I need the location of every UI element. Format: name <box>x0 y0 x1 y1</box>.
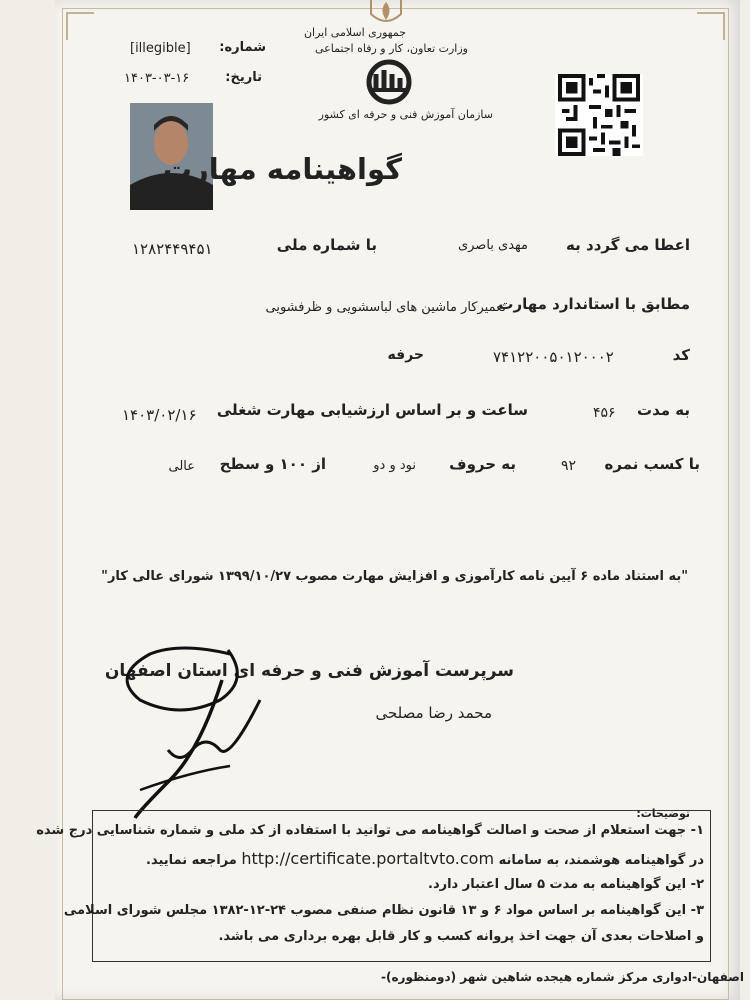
footer-center: اصفهان-ادواری مرکز شماره هیجده شاهین شهر (دومنظوره)- <box>381 970 744 984</box>
letters-value: نود و دو <box>373 458 416 473</box>
note-line-1: ۱- جهت استعلام از صحت و اصالت گواهینامه می توانید با استفاده از کد ملی و شماره شناسایی درج شده <box>36 823 704 838</box>
frame-corner-ornament <box>697 12 725 40</box>
notes-heading: توضیحات: <box>636 807 690 820</box>
note-line-4: ۳- این گواهینامه بر اساس مواد ۶ و ۱۳ قانون نظام صنفی مصوب ۲۴-۱۲-۱۳۸۲ مجلس شورای اسلامی <box>63 903 704 918</box>
awarded-label: اعطا می گردد به <box>566 236 690 254</box>
legal-basis: "به استناد ماده ۶ آیین نامه کارآموزی و افزایش مهارت مصوب ۱۳۹۹/۱۰/۲۷ شورای عالی کار" <box>101 569 688 584</box>
duration-label: به مدت <box>637 401 690 419</box>
code-value: ۷۴۱۲۲۰۰۵۰۱۲۰۰۰۲ <box>493 348 614 366</box>
frame-corner-ornament <box>66 12 94 40</box>
note-line-5: و اصلاحات بعدی آن جهت اخذ پروانه کسب و کار قابل بهره برداری می باشد. <box>218 929 704 944</box>
country-name: جمهوری اسلامی ایران <box>303 26 406 39</box>
letters-label: به حروف <box>449 455 516 473</box>
number-value: [illegible] <box>130 41 191 56</box>
number-label: شماره: <box>219 40 266 55</box>
hours-label: ساعت و بر اساس ارزشیابی مهارت شغلی <box>216 401 528 419</box>
verification-url: http://certificate.portaltvto.com <box>241 849 495 868</box>
national-id-value: ۱۲۸۲۴۴۹۴۵۱ <box>132 240 213 258</box>
signatory-name: محمد رضا مصلحی <box>375 704 492 722</box>
standard-label: مطابق با استاندارد مهارت <box>498 295 690 313</box>
date-label: تاریخ: <box>225 70 262 85</box>
code-label: کد <box>672 346 690 364</box>
iran-emblem-icon <box>363 0 409 28</box>
national-id-label: با شماره ملی <box>276 236 377 254</box>
note-line-2: در گواهینامه هوشمند، به سامانه http://certificate.portaltvto.com مراجعه نمایید. <box>146 849 704 868</box>
notes-box <box>36 810 711 962</box>
certificate-title: گواهینامه مهارت <box>162 152 402 186</box>
score-label: با کسب نمره <box>604 455 700 473</box>
date-value: ۱۴۰۳-۰۳-۱۶ <box>124 71 190 86</box>
signatory-title: سرپرست آموزش فنی و حرفه ای استان اصفهان <box>104 661 514 681</box>
awarded-name: مهدی باصری <box>457 238 528 253</box>
duration-value: ۴۵۶ <box>593 405 616 421</box>
level-value: عالی <box>168 459 195 474</box>
organization-name: سازمان آموزش فنی و حرفه ای کشور <box>318 108 493 121</box>
profession-label: حرفه <box>387 347 424 363</box>
signature-mark <box>110 640 410 830</box>
score-value: ۹۲ <box>561 458 577 474</box>
out-of-label: از ۱۰۰ و سطح <box>219 455 326 473</box>
assessment-date: ۱۴۰۳/۰۲/۱۶ <box>122 406 197 424</box>
standard-value: تعمیرکار ماشین های لباسشویی و ظرفشویی <box>265 300 506 315</box>
tvto-logo-icon <box>360 58 418 108</box>
note-line-3: ۲- این گواهینامه به مدت ۵ سال اعتبار دارد. <box>428 877 704 892</box>
ministry-name: وزارت تعاون، کار و رفاه اجتماعی <box>314 42 468 55</box>
qr-code <box>555 74 643 156</box>
